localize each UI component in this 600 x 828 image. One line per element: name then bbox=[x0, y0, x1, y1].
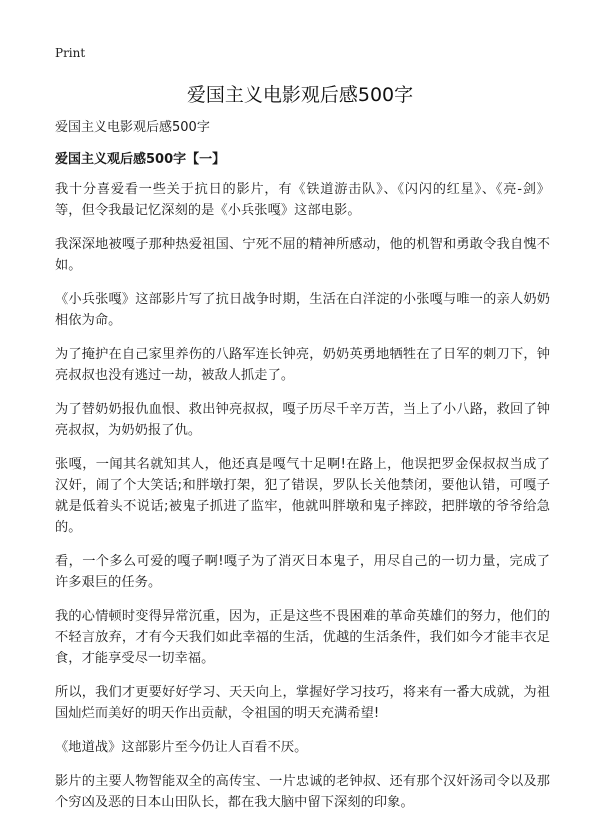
paragraph: 看，一个多么可爱的嘎子啊!嘎子为了消灭日本鬼子，用尽自己的一切力量，完成了许多艰巨的任务。 bbox=[55, 554, 550, 590]
section-heading: 爱国主义观后感500字【一】 bbox=[55, 152, 226, 167]
paragraph: 为了掩护在自己家里养伤的八路军连长钟亮，奶奶英勇地牺牲在了日军的刺刀下，钟亮叔叔也没有逃过一劫，被敌人抓走了。 bbox=[55, 347, 550, 383]
paragraph: 我的心情顿时变得异常沉重，因为，正是这些不畏困难的革命英雄们的努力，他们的不轻言放弃，才有今天我们如此幸福的生活，优越的生活条件，我们如今才能丰衣足食，才能享受尽一切幸福。 bbox=[55, 609, 550, 666]
paragraph: 《小兵张嘎》这部影片写了抗日战争时期，生活在白洋淀的小张嘎与唯一的亲人奶奶相依为命。 bbox=[55, 292, 550, 328]
paragraph: 为了替奶奶报仇血恨、救出钟亮叔叔，嘎子历尽千辛万苦，当上了小八路，救回了钟亮叔叔，为奶奶报了仇。 bbox=[55, 402, 550, 438]
paragraph: 我深深地被嘎子那种热爱祖国、宁死不屈的精神所感动，他的机智和勇敢令我自愧不如。 bbox=[55, 237, 550, 273]
paragraph: 所以，我们才更要好好学习、天天向上，掌握好学习技巧，将来有一番大成就，为祖国灿烂而美好的明天作出贡献，令祖国的明天充满希望! bbox=[55, 685, 550, 721]
paragraph: 张嘎，一闻其名就知其人，他还真是嘎气十足啊!在路上，他误把罗金保叔叔当成了汉奸，闹了个大笑话;和胖墩打架，犯了错误，罗队长关他禁闭，要他认错，可嘎子就是低着头不说话;被鬼子抓进了监牢，他就叫胖墩和鬼子摔跤，把胖墩的爷爷给急的。 bbox=[55, 457, 550, 535]
document-body bbox=[55, 118, 550, 826]
document-subtitle: 爱国主义电影观后感500字 bbox=[55, 120, 210, 135]
paragraph: 《地道战》这部影片至今仍让人百看不厌。 bbox=[55, 740, 308, 755]
paragraph: 我十分喜爱看一些关于抗日的影片，有《铁道游击队》、《闪闪的红星》、《亮-剑》等，但令我最记忆深刻的是《小兵张嘎》这部电影。 bbox=[55, 182, 550, 218]
print-link[interactable]: Print bbox=[55, 46, 86, 60]
paragraph: 影片的主要人物智能双全的高传宝、一片忠诚的老钟叔、还有那个汉奸汤司令以及那个穷凶及恶的日本山田队长，都在我大脑中留下深刻的印象。 bbox=[55, 774, 550, 810]
document-title: 爱国主义电影观后感500字 bbox=[186, 84, 414, 106]
